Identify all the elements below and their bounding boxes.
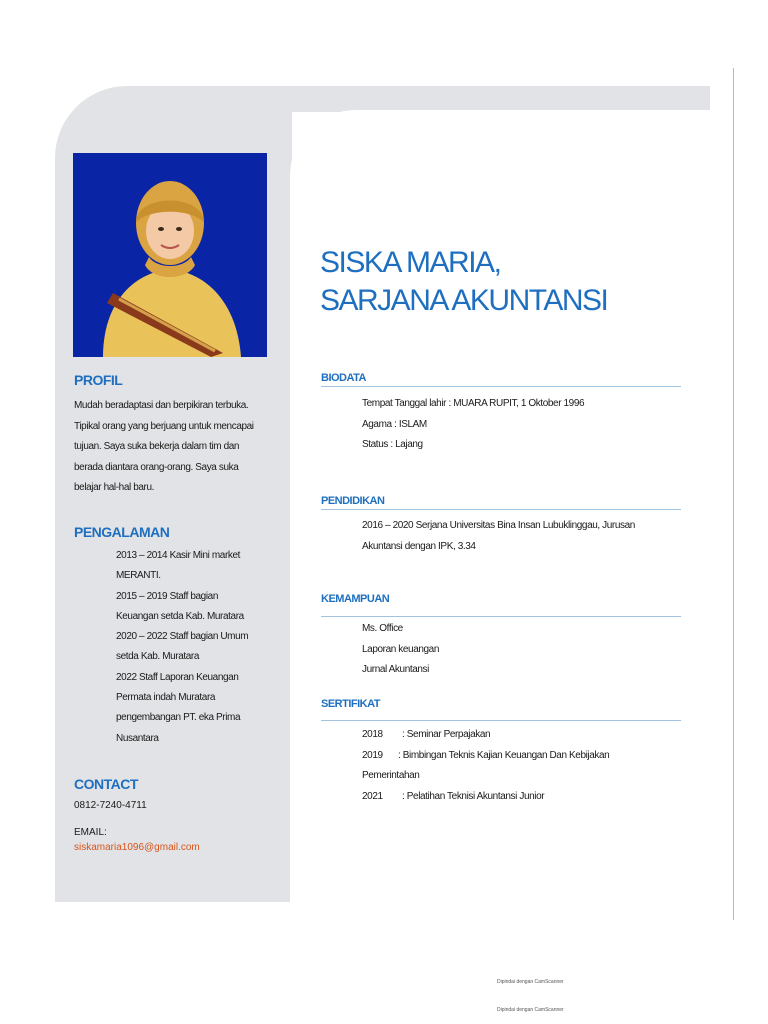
pendidikan-divider (321, 509, 681, 510)
certificate-text: : Seminar Perpajakan (402, 729, 491, 740)
certificate-text: Pemerintahan (362, 770, 420, 782)
profile-photo (73, 153, 267, 357)
certificate-item (362, 746, 682, 767)
experience-line: Keuangan setda Kab. Muratara (116, 610, 244, 622)
profil-line: Tipikal orang yang berjuang untuk mencapai (74, 420, 254, 432)
experience-line: 2015 – 2019 Staff bagian (116, 590, 218, 602)
scanner-watermark: Dipindai dengan CamScanner (497, 979, 564, 985)
name-line-2: SARJANA AKUNTANSI (320, 284, 608, 317)
experience-line: Permata indah Muratara (116, 692, 216, 704)
email-address[interactable]: siskamaria1096@gmail.com (74, 842, 200, 853)
sertifikat-heading: SERTIFIKAT (321, 698, 380, 710)
experience-line: 2022 Staff Laporan Keuangan (116, 671, 239, 683)
skill-item: Laporan keuangan (362, 643, 440, 655)
scanner-watermark: Dipindai dengan CamScanner (497, 1007, 564, 1013)
kemampuan-list (362, 619, 439, 681)
pendidikan-heading: PENDIDIKAN (321, 495, 385, 507)
profil-heading: PROFIL (74, 372, 123, 388)
certificate-year: 2018 (362, 729, 383, 740)
phone-number: 0812-7240-4711 (74, 800, 147, 811)
page-edge-line (733, 68, 734, 920)
profil-text (74, 396, 274, 499)
name-line-1: SISKA MARIA, (320, 246, 501, 279)
experience-line: MERANTI. (116, 570, 161, 582)
sertifikat-divider (321, 720, 681, 721)
biodata-list (362, 394, 584, 456)
experience-line: 2020 – 2022 Staff bagian Umum (116, 631, 249, 643)
experience-line: Nusantara (116, 732, 159, 744)
biodata-line: Agama : ISLAM (362, 418, 427, 430)
profil-line: belajar hal-hal baru. (74, 482, 154, 493)
skill-item: Jurnal Akuntansi (362, 664, 429, 675)
pendidikan-list (362, 516, 662, 557)
full-name-title (320, 244, 607, 320)
certificate-text: : Bimbingan Teknis Kajian Keuangan Dan Kebijakan (398, 749, 610, 761)
email-label: EMAIL: (74, 827, 107, 838)
biodata-heading: BIODATA (321, 372, 366, 384)
profil-line: berada diantara orang-orang. Saya suka (74, 461, 239, 473)
contact-heading: CONTACT (74, 776, 138, 792)
biodata-line: Tempat Tanggal lahir : MUARA RUPIT, 1 Oktober 1996 (362, 398, 585, 409)
education-line: Akuntansi dengan IPK, 3.34 (362, 540, 476, 552)
experience-line: setda Kab. Muratara (116, 651, 200, 663)
kemampuan-divider (321, 616, 681, 617)
certificate-item (362, 766, 682, 787)
skill-item: Ms. Office (362, 623, 403, 634)
education-line: 2016 – 2020 Serjana Universitas Bina Insan Lubuklinggau, Jurusan (362, 520, 635, 531)
experience-line: 2013 – 2014 Kasir Mini market (116, 550, 241, 561)
biodata-divider (321, 386, 681, 387)
certificate-text: : Pelatihan Teknisi Akuntansi Junior (402, 791, 545, 803)
pengalaman-list (116, 546, 276, 749)
profil-line: tujuan. Saya suka bekerja dalam tim dan (74, 441, 240, 452)
biodata-line: Status : Lajang (362, 439, 423, 450)
header-band (290, 86, 710, 112)
profil-line: Mudah beradaptasi dan berpikiran terbuka. (74, 400, 249, 411)
experience-line: pengembangan PT. eka Prima (116, 712, 241, 724)
pengalaman-heading: PENGALAMAN (74, 524, 170, 540)
certificate-year: 2019 (362, 749, 383, 761)
certificate-item (362, 787, 682, 808)
certificate-item (362, 725, 682, 746)
kemampuan-heading: KEMAMPUAN (321, 593, 390, 605)
certificate-year: 2021 (362, 791, 383, 803)
sertifikat-list (362, 725, 682, 808)
